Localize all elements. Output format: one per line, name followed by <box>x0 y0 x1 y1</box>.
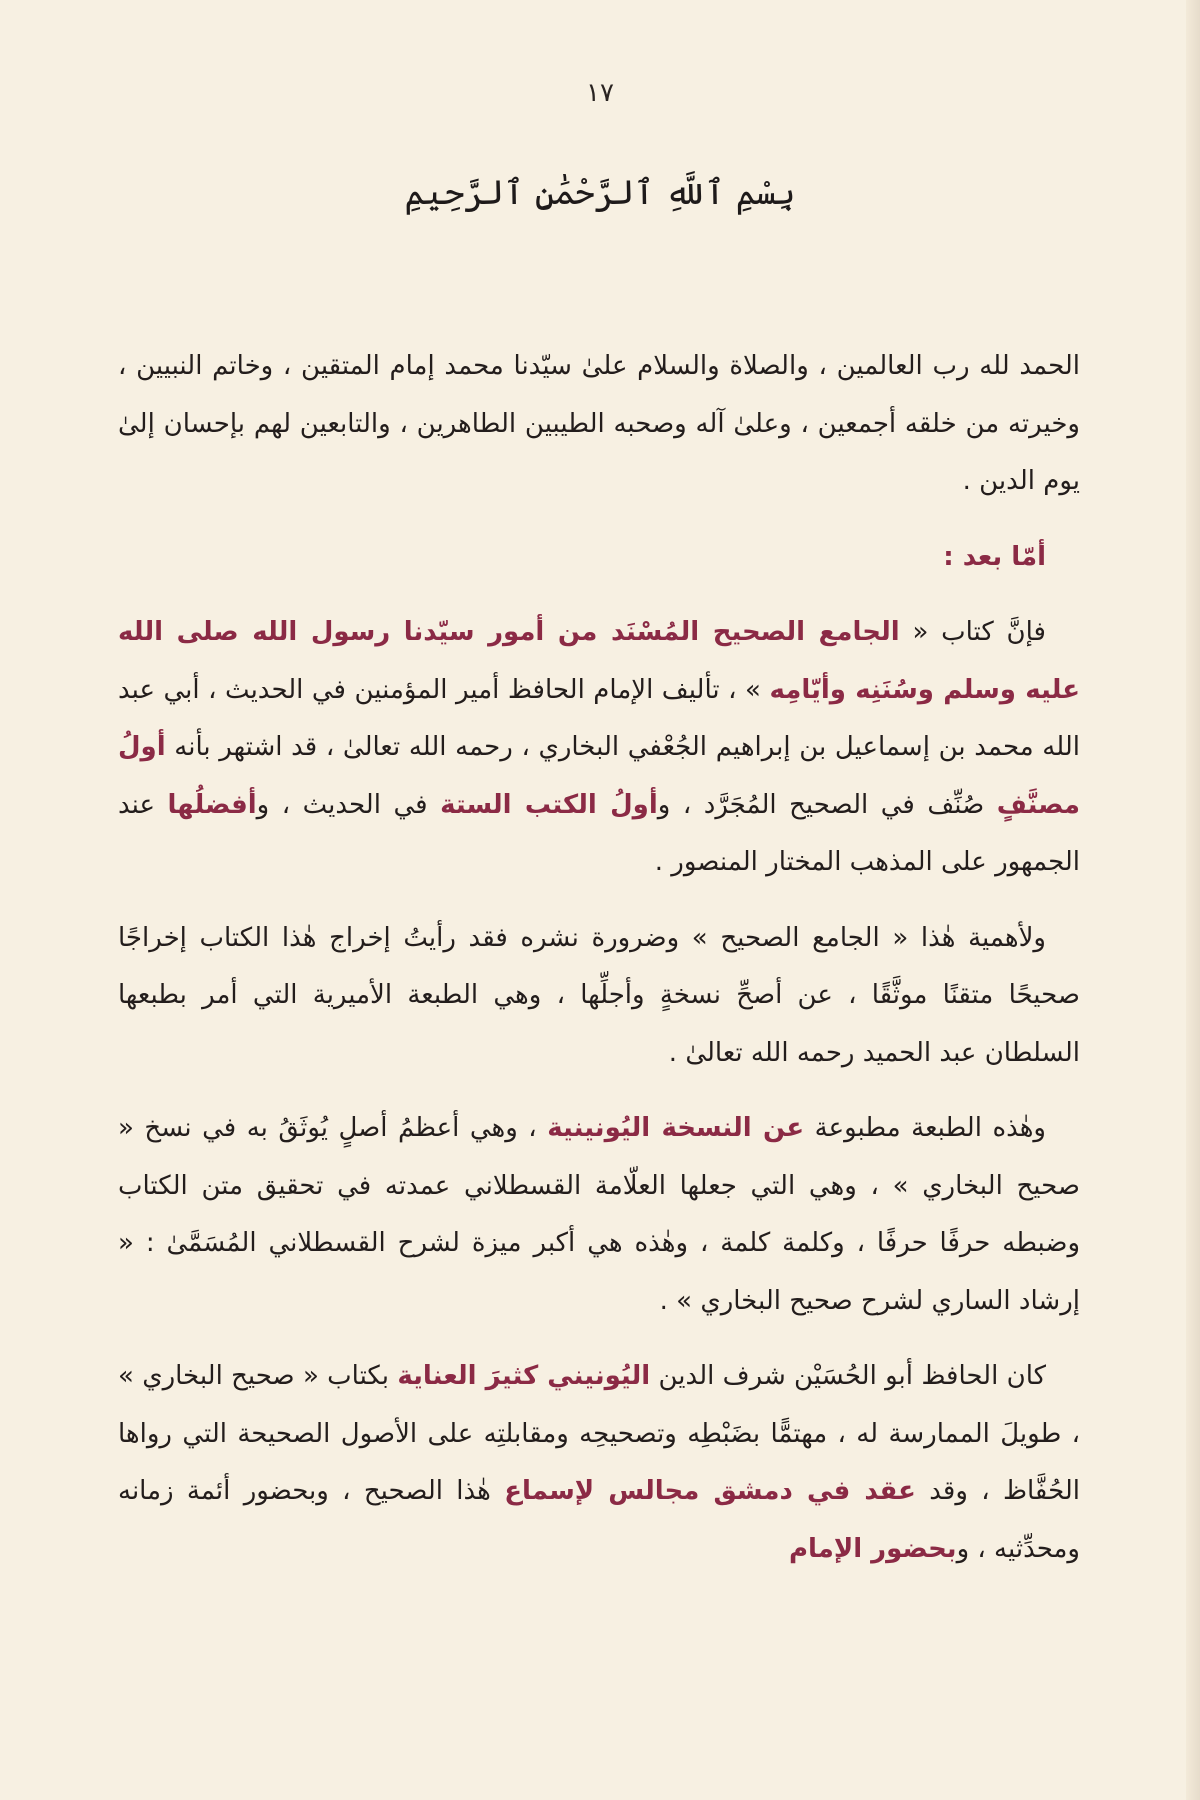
paragraph-opening-praise <box>118 338 1080 511</box>
highlight-segment: عن النسخة اليُونينية <box>547 1113 805 1143</box>
highlight-segment: أفضلُها <box>167 789 257 820</box>
paragraph-yunini-manuscript <box>118 1100 1080 1330</box>
text-segment: كان الحافظ أبو الحُسَيْن شرف الدين <box>650 1361 1047 1391</box>
text-segment: » ، تأليف الإمام الحافظ أمير المؤمنين في الحديث ، أبي عبد الله محمد بن إسماعيل بن إبراهيم الجُعْفي البخاري ، رحمه الله تعالىٰ ، قد اشتهر بأنه <box>118 674 1080 762</box>
text-segment: فإنَّ كتاب « <box>899 617 1046 647</box>
text-segment: وهٰذه الطبعة مطبوعة <box>804 1113 1046 1143</box>
text-segment: في الحديث ، و <box>256 789 441 820</box>
paragraph-book-intro <box>118 604 1080 892</box>
paragraph-amma-bad <box>118 529 1080 587</box>
highlight-segment: بحضور الإمام <box>788 1533 957 1564</box>
page-edge <box>1186 0 1200 1800</box>
text-segment: الحمد لله رب العالمين ، والصلاة والسلام علىٰ سيّدنا محمد إمام المتقين ، وخاتم النبيين ، وخيرته من خلقه أجمعين ، وعلىٰ آله وصحبه الطيبين الطاهرين ، والتابعين لهم بإحسان إلىٰ يوم الدين . <box>118 351 1080 496</box>
text-segment: ولأهمية هٰذا « الجامع الصحيح » وضرورة نشره فقد رأيتُ إخراج هٰذا الكتاب إخراجًا صحيحًا متقنًا موثَّقًا ، عن أصحِّ نسخةٍ وأجلِّها ، وهي الطبعة الأميرية التي أمر بطبعها السلطان عبد الحميد رحمه الله تعالىٰ . <box>118 922 1080 1068</box>
highlight-segment: الجامع الصحيح المُسْنَد من أمور سيّدنا رسول الله صلى الله عليه وسلم وسُنَنِه وأيّامِه <box>118 617 1080 705</box>
paragraph-edition-importance <box>118 910 1080 1083</box>
text-segment: بكتاب « صحيح البخاري » ، طويلَ الممارسة له ، مهتمًّا بضَبْطِه وتصحيحِه ومقابلتِه على الأصول الصحيحة التي رواها الحُفَّاظ ، وقد <box>118 1361 1080 1506</box>
highlight-segment: أولُ الكتب الستة <box>440 789 658 820</box>
page-number: ١٧ <box>586 78 614 108</box>
highlight-segment: أمّا بعد : <box>943 541 1046 572</box>
highlight-segment: أولُ مصنَّفٍ <box>118 732 1081 820</box>
basmala-heading: بِسْمِ ٱللَّهِ ٱلرَّحْمَٰنِ ٱلرَّحِيمِ <box>404 173 796 213</box>
highlight-segment: عقد في دمشق مجالس لإسماع <box>504 1476 916 1506</box>
highlight-segment: اليُونيني كثيرَ العناية <box>397 1361 651 1391</box>
text-segment: عند الجمهور على المذهب المختار المنصور . <box>118 789 1080 877</box>
page-body <box>118 338 1080 1596</box>
text-segment: هٰذا الصحيح ، وبحضور أئمة زمانه ومحدِّثيه ، و <box>118 1476 1080 1564</box>
paragraph-hafiz-yunini <box>118 1348 1080 1578</box>
text-segment: ، وهي أعظمُ أصلٍ يُوثَقُ به في نسخ « صحيح البخاري » ، وهي التي جعلها العلّامة القسطلاني عمدته في تحقيق متن الكتاب وضبطه حرفًا حرفًا ، وكلمة كلمة ، وهٰذه هي أكبر ميزة لشرح القسطلاني المُسَمَّىٰ : « إرشاد الساري لشرح صحيح البخاري » . <box>118 1113 1080 1316</box>
text-segment: صُنِّف في الصحيح المُجَرَّد ، و <box>657 789 997 820</box>
